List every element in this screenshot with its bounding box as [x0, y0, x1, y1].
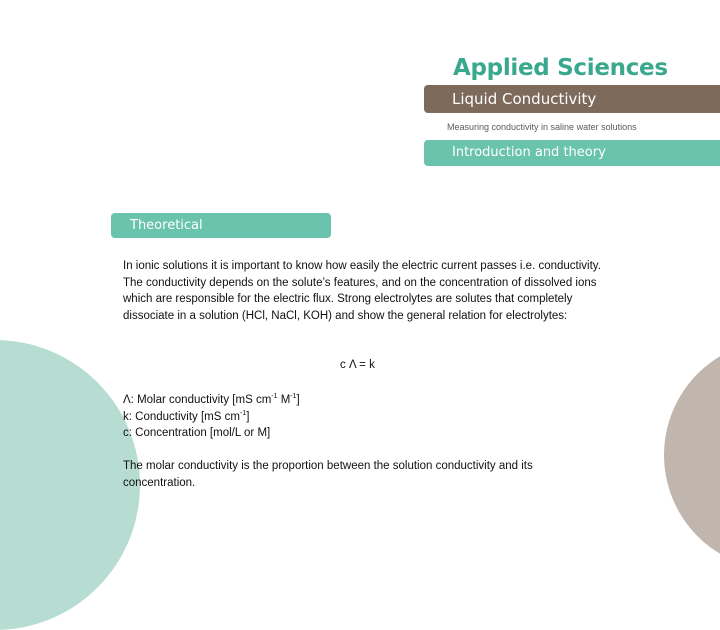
theoretical-label — [111, 213, 331, 238]
decorative-circle-right — [664, 340, 720, 570]
definition-molar-conductivity: Λ: Molar conductivity [mS $cm^{-1}$ $M^{-1}$] — [123, 393, 300, 406]
theory-paragraph-2 — [123, 458, 603, 491]
page-title: Liquid Conductivity — [452, 90, 597, 108]
definitions-list — [123, 392, 603, 442]
paragraph-text: In ionic solutions it is important to know how easily the electric current passes i.e. conductivity. The conductivity depends on the solute’s features, and on the concentration of dissolved ions which are responsible for the electric flux. Strong electrolytes are solutes that completely dissociate in a solution (HCl, NaCl, KOH) and show the general relation for electrolytes: — [123, 260, 601, 322]
paragraph-text: The molar conductivity is the proportion between the solution conductivity and its concentration. — [123, 460, 533, 489]
definition-conductivity: k: Conductivity [mS $cm^{-1}$] — [123, 409, 250, 423]
definition-concentration: c: Concentration [mol/L or M] — [123, 427, 271, 439]
decorative-circle-left — [0, 340, 140, 630]
theoretical-label-text: Theoretical — [130, 218, 203, 233]
brand-logo: Applied Sciences — [453, 55, 668, 81]
title-bar — [424, 85, 720, 113]
theory-paragraph-1 — [123, 258, 603, 324]
section-bar — [424, 140, 720, 166]
formula: c Λ = k — [340, 359, 375, 371]
page-subtitle: Measuring conductivity in saline water solutions — [447, 122, 637, 132]
section-title: Introduction and theory — [452, 145, 606, 160]
